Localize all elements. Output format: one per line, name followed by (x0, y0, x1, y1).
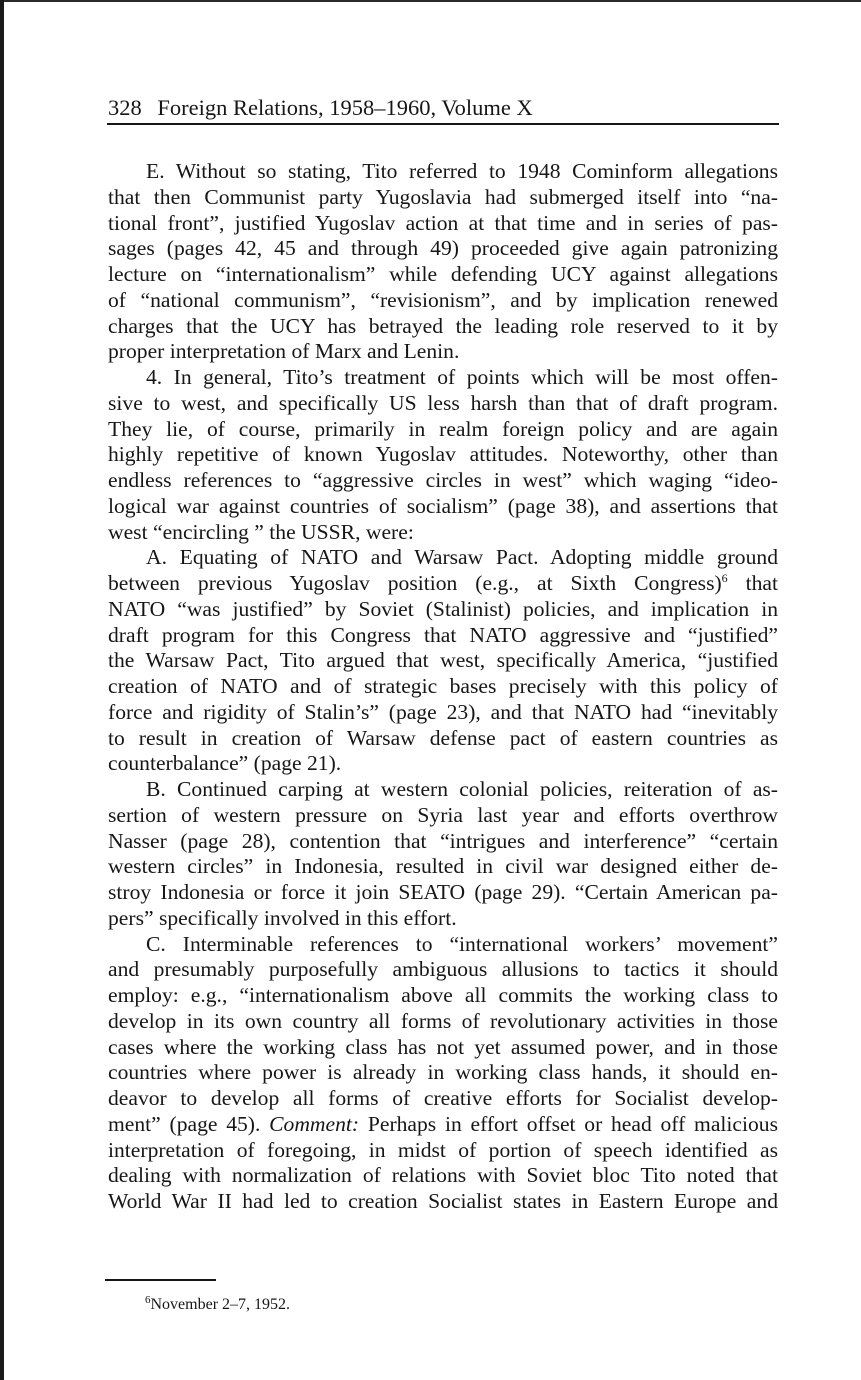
paragraph-4 (108, 365, 778, 545)
text-line: that then Communist party Yugoslavia had submerged itself into “na- (108, 184, 778, 209)
text-line: lecture on “internationalism” while defending UCY against allegations (108, 262, 778, 286)
text-line: tional front”, justified Yugoslav action at that time and in series of pas- (108, 210, 778, 235)
footnote-reference[interactable]: 6 (721, 571, 728, 585)
text-line: They lie, of course, primarily in realm foreign policy and are again (108, 416, 778, 441)
body-text (108, 159, 778, 1215)
text-line: sive to west, and specifically US less harsh than that of draft program. (108, 390, 778, 415)
text-line: A. Equating of NATO and Warsaw Pact. Adopting middle ground (146, 545, 778, 570)
footnote-6 (145, 1295, 290, 1315)
text-line: C. Interminable references to “international workers’ movement” (146, 931, 778, 956)
text-line: stroy Indonesia or force it join SEATO (page 29). “Certain American pa- (108, 880, 778, 904)
running-head (108, 94, 778, 122)
text-line: deavor to develop all forms of creative efforts for Socialist develop- (108, 1086, 778, 1110)
text-line: dealing with normalization of relations with Soviet bloc Tito noted that (108, 1163, 778, 1188)
text-line (108, 1112, 778, 1138)
comment-label: Comment: (269, 1111, 360, 1136)
text-line: interpretation of foregoing, in midst of portion of speech identified as (108, 1137, 778, 1162)
text-line: B. Continued carping at western colonial policies, reiteration of as- (146, 777, 778, 801)
page-number: 328 (108, 95, 142, 120)
text-line: E. Without so stating, Tito referred to 1948 Cominform allegations (146, 159, 778, 183)
text-line: employ: e.g., “internationalism above all commits the working class to (108, 983, 778, 1007)
text-line: logical war against countries of socialism” (page 38), and assertions that (108, 493, 778, 518)
text-line: proper interpretation of Marx and Lenin. (108, 339, 460, 364)
paragraph-e (108, 159, 778, 365)
running-title: Foreign Relations, 1958–1960, Volume X (157, 95, 533, 120)
text-line: of “national communism”, “revisionism”, and by implication renewed (108, 287, 778, 312)
text-line: highly repetitive of known Yugoslav attitudes. Noteworthy, other than (108, 442, 778, 467)
text-fragment: between previous Yugoslav position (e.g., at Sixth Congress) (108, 571, 722, 595)
text-line: sertion of western pressure on Syria last year and efforts overthrow (108, 802, 778, 827)
text-line: endless references to “aggressive circles in west” which waging “ideo- (108, 468, 778, 492)
text-line: draft program for this Congress that NATO aggressive and “justified” (108, 622, 778, 647)
text-line: force and rigidity of Stalin’s” (page 23), and that NATO had “inevitably (108, 699, 778, 724)
text-fragment: that (727, 571, 779, 595)
text-line: Nasser (page 28), contention that “intrigues and interference” “certain (108, 828, 778, 853)
text-line: countries where power is already in working class hands, it should en- (108, 1060, 778, 1085)
paragraph-b (108, 777, 778, 932)
footnote-rule (105, 1279, 216, 1281)
scan-edge-top (0, 0, 861, 2)
scan-edge-left (0, 0, 4, 1380)
text-line: to result in creation of Warsaw defense pact of eastern countries as (108, 725, 778, 750)
text-line: pers” specifically involved in this effort. (108, 905, 457, 930)
paragraph-c (108, 932, 778, 1215)
header-rule (107, 123, 779, 125)
footnote-text: November 2–7, 1952. (150, 1296, 291, 1313)
text-line: World War II had led to creation Socialist states in Eastern Europe and (108, 1189, 778, 1213)
text-line: counterbalance” (page 21). (108, 751, 342, 776)
text-line (108, 571, 778, 597)
text-line: 4. In general, Tito’s treatment of points which will be most offen- (146, 365, 778, 389)
text-line: and presumably purposefully ambiguous allusions to tactics it should (108, 957, 778, 982)
text-line: sages (pages 42, 45 and through 49) proceeded give again patronizing (108, 236, 778, 261)
text-line: cases where the working class has not yet assumed power, and in those (108, 1034, 778, 1059)
text-line: develop in its own country all forms of revolutionary activities in those (108, 1008, 778, 1033)
footnote-marker: 6 (145, 1294, 151, 1306)
text-line: charges that the UCY has betrayed the leading role reserved to it by (108, 313, 778, 338)
text-line: western circles” in Indonesia, resulted in civil war designed either de- (108, 854, 778, 879)
text-line: NATO “was justified” by Soviet (Stalinist) policies, and implication in (108, 596, 778, 621)
text-line: creation of NATO and of strategic bases precisely with this policy of (108, 674, 778, 698)
text-line: west “encircling ” the USSR, were: (108, 519, 414, 544)
paragraph-a (108, 545, 778, 777)
text-fragment: Perhaps in effort offset or head off malicious (367, 1111, 778, 1136)
text-line: the Warsaw Pact, Tito argued that west, specifically America, “justified (108, 648, 778, 673)
text-fragment: ment” (page 45). (108, 1111, 261, 1136)
